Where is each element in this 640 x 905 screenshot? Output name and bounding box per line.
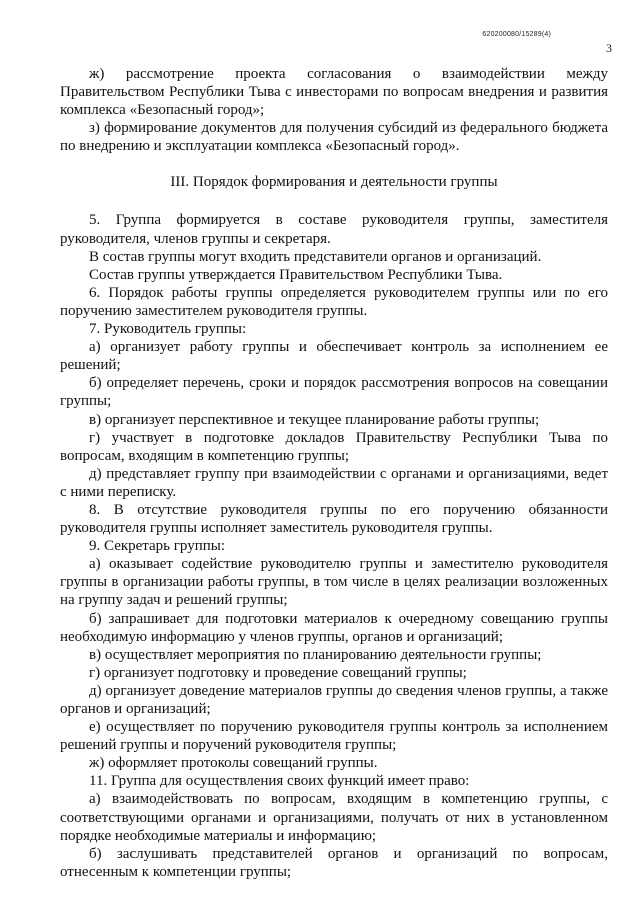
paragraph: В состав группы могут входить представители органов и организаций. [89,248,542,265]
paragraph: б) заслушивать представителей органов и организаций по вопросам, отнесенным к компетенции группы; [60,845,608,880]
paragraph: ж) оформляет протоколы совещаний группы. [89,755,378,772]
paragraph: а) организует работу группы и обеспечивает контроль за исполнением ее решений; [60,339,608,374]
paragraph: е) осуществляет по поручению руководителя группы контроль за исполнением решений группы и поручений руководителя группы; [60,719,608,754]
paragraph: а) оказывает содействие руководителю группы и заместителю руководителя группы в организации работы группы, в том числе в целях реализации возложенных на группу задач и решений группы; [60,556,608,609]
paragraph: 11. Группа для осуществления своих функций имеет право: [89,773,470,790]
paragraph: б) запрашивает для подготовки материалов к очередному совещанию группы необходимую информацию у членов группы, органов и организаций; [60,610,608,645]
paragraph: 9. Секретарь группы: [89,538,226,555]
paragraph: ж) рассмотрение проекта согласования о взаимодействии между Правительством Республики Тыва с инвесторами по вопросам внедрения и развития комплекса «Безопасный город»; [60,66,608,119]
paragraph: г) участвует в подготовке докладов Правительству Республики Тыва по вопросам, входящим в компетенцию группы; [60,429,608,464]
paragraph: 7. Руководитель группы: [89,321,247,338]
paragraph: в) осуществляет мероприятия по планированию деятельности группы; [89,646,542,663]
paragraph: Состав группы утверждается Правительством Республики Тыва. [89,266,503,283]
document-body [60,65,608,881]
paragraph: д) представляет группу при взаимодействии с органами и организациями, ведет с ними переписку. [60,465,608,500]
paragraph: д) организует доведение материалов группы до сведения членов группы, а также органов и организаций; [60,682,608,717]
paragraph: 8. В отсутствие руководителя группы по его поручению обязанности руководителя группы исполняет заместитель руководителя группы. [60,501,608,537]
document-number: 620200080/15289(4) [482,31,551,38]
section-heading: III. Порядок формирования и деятельности группы [170,174,498,191]
paragraph: 5. Группа формируется в составе руководителя группы, заместителя руководителя, членов группы и секретаря. [60,212,608,247]
paragraph: а) взаимодействовать по вопросам, входящим в компетенцию группы, с соответствующими органами и организациями, получать от них в установленном порядке необходимые материалы и информацию; [60,791,608,844]
page-number: 3 [606,41,612,55]
paragraph: з) формирование документов для получения субсидий из федерального бюджета по внедрению и эксплуатации комплекса «Безопасный город». [60,120,608,155]
paragraph: 6. Порядок работы группы определяется руководителем группы или по его поручению заместителем руководителя группы. [60,284,608,319]
paragraph: г) организует подготовку и проведение совещаний группы; [89,664,467,681]
paragraph: в) организует перспективное и текущее планирование работы группы; [89,411,540,428]
paragraph: б) определяет перечень, сроки и порядок рассмотрения вопросов на совещании группы; [60,375,608,410]
